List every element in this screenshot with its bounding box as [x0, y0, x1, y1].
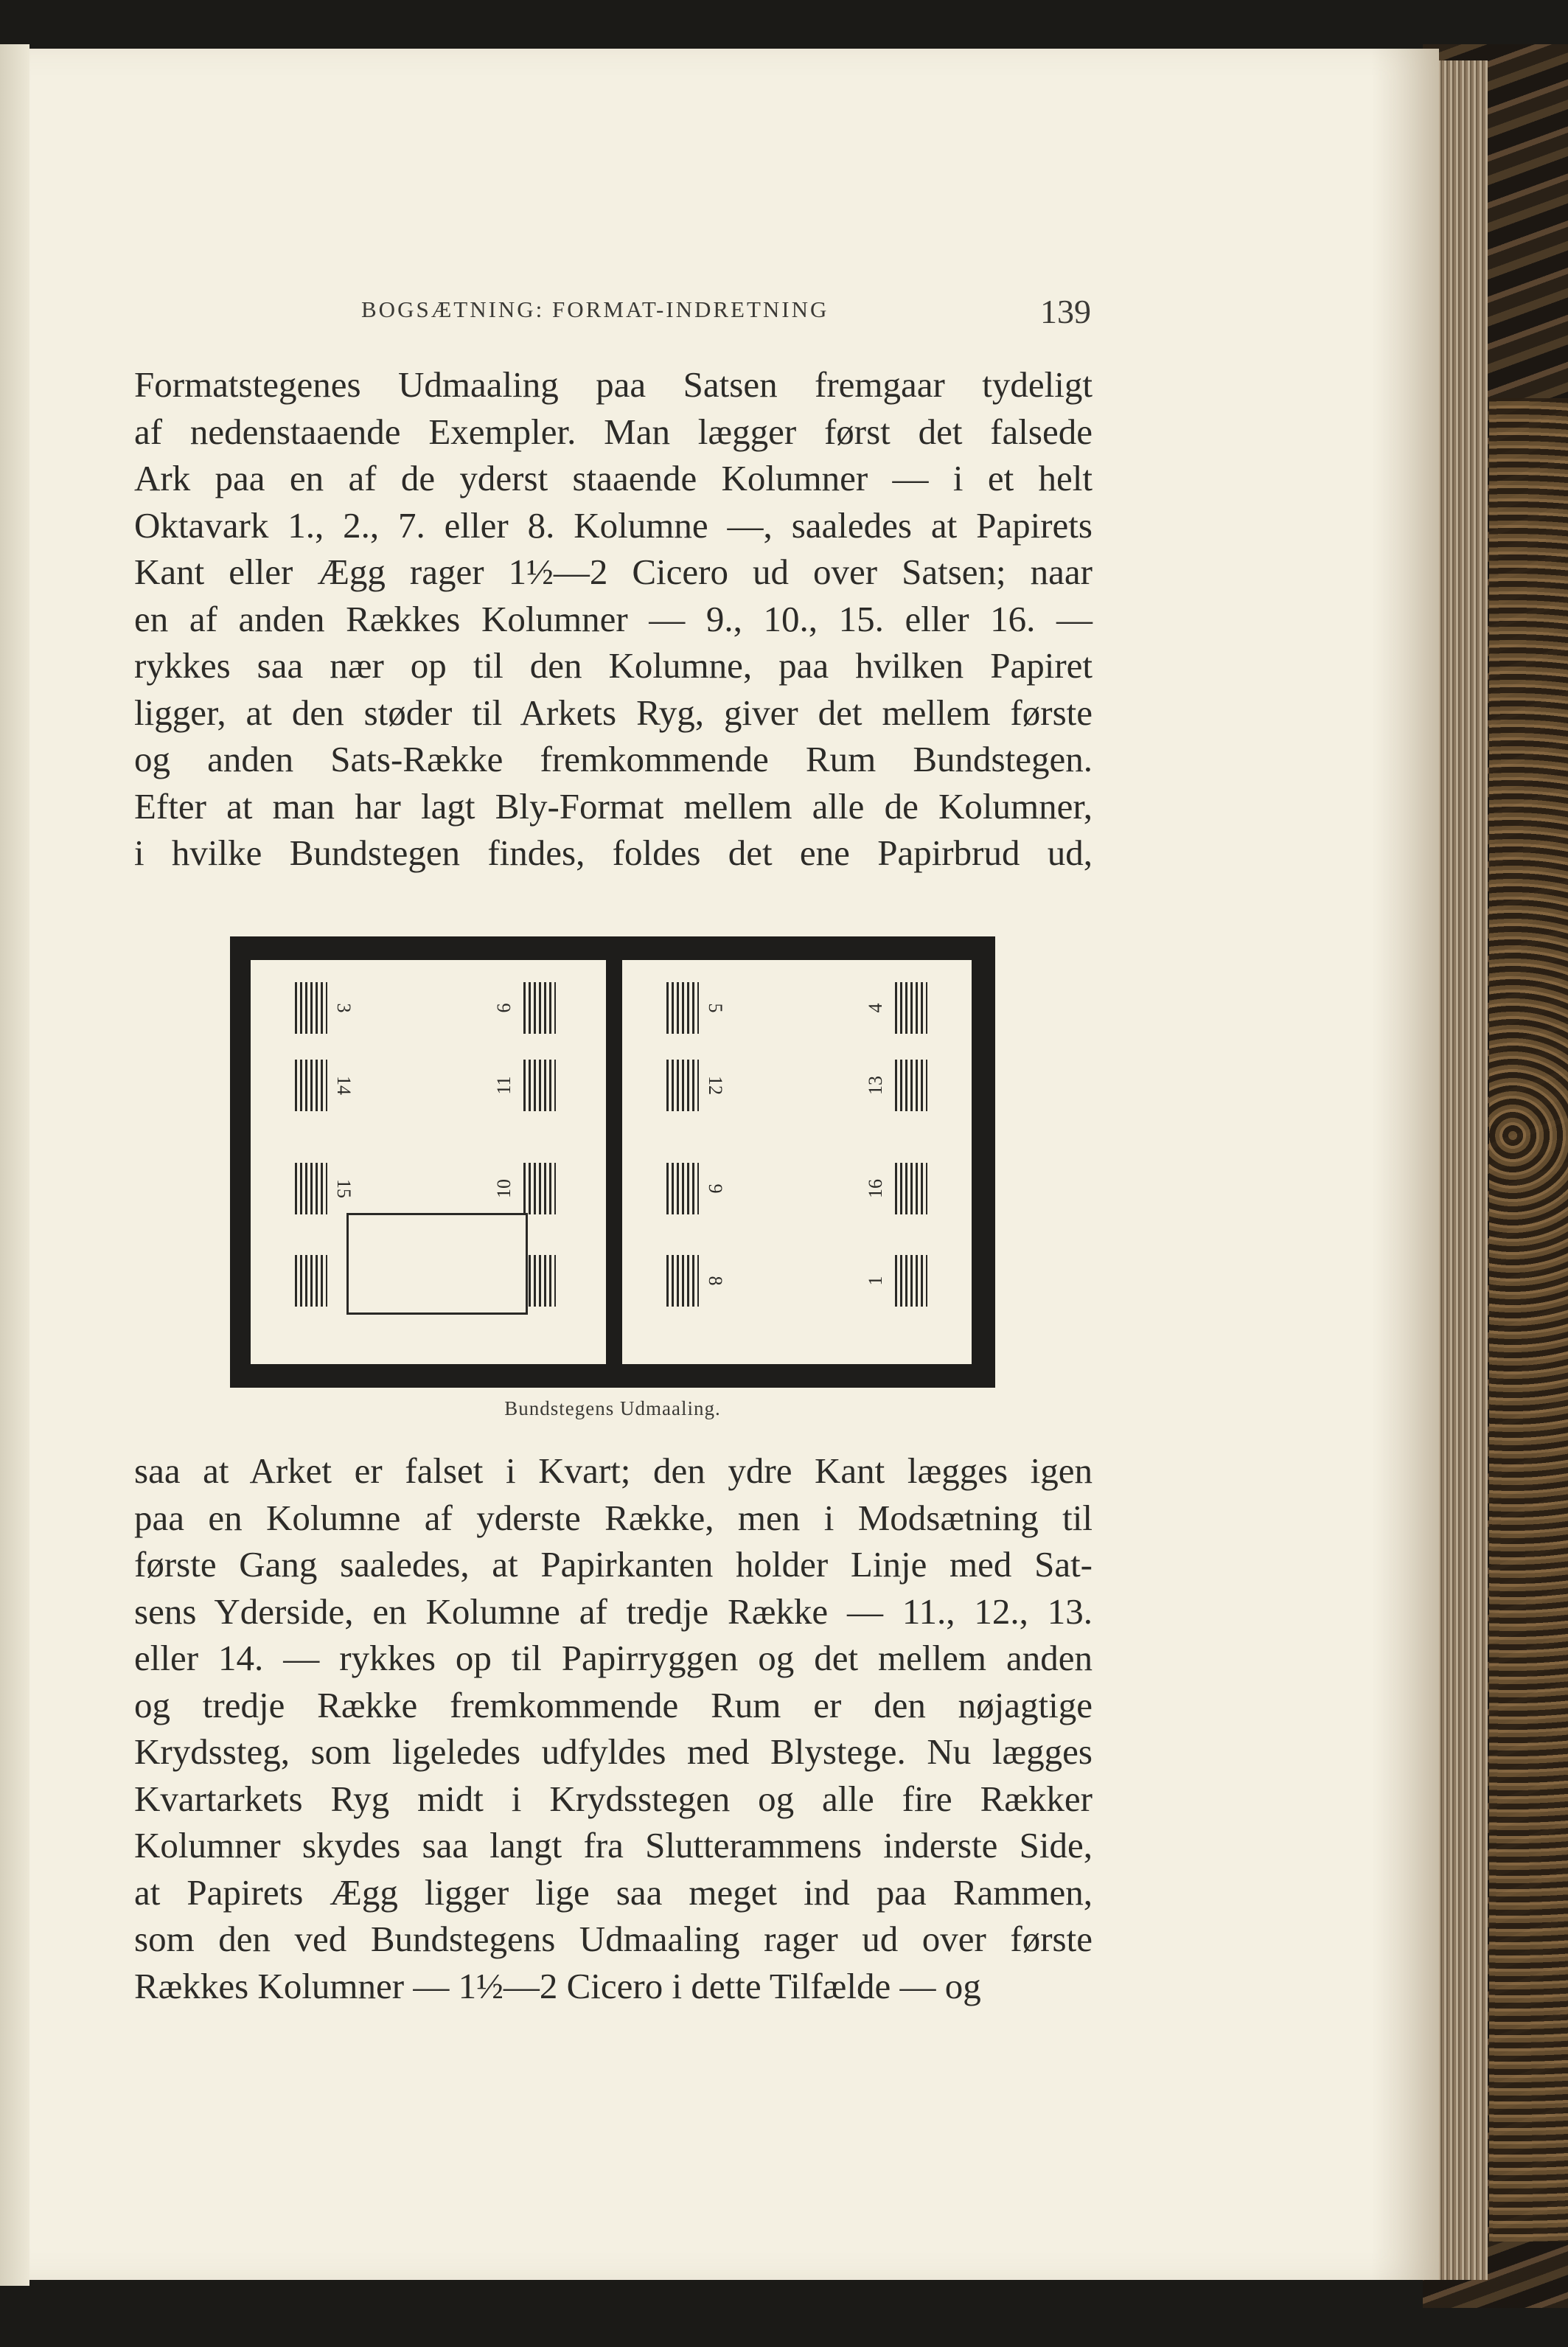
- page-shadow: [1371, 49, 1439, 2280]
- text-line: Kant eller Ægg rager 1½—2 Cicero ud over Satsen; naar: [134, 552, 1093, 592]
- type-column: [666, 982, 699, 1034]
- type-column: [523, 1255, 556, 1307]
- page-stack-edges: [1436, 60, 1488, 2280]
- column-number: 15: [333, 1179, 355, 1198]
- column-number: 11: [493, 1076, 515, 1095]
- folded-sheet-outline: [346, 1213, 528, 1315]
- text-line: Krydssteg, som ligeledes udfyldes med Blystege. Nu lægges: [134, 1731, 1093, 1772]
- type-lines: [666, 1255, 699, 1307]
- text-line: Ark paa en af de yderst staaende Kolumner — i et helt: [134, 458, 1093, 498]
- paragraph-1: [134, 361, 1093, 877]
- paragraph-2: [134, 1447, 1093, 2009]
- type-lines: [295, 1060, 327, 1111]
- column-number: 10: [493, 1179, 515, 1198]
- text-line: sens Yderside, en Kolumne af tredje Række — 11., 12., 13.: [134, 1590, 1093, 1632]
- type-column: [295, 1163, 327, 1214]
- type-lines: [295, 1255, 327, 1307]
- type-lines: [295, 982, 327, 1034]
- imposition-figure: [230, 936, 995, 1419]
- column-number: 1: [865, 1276, 886, 1286]
- text-line: saa at Arket er falset i Kvart; den ydre Kant lægges igen: [134, 1450, 1093, 1491]
- column-number: 3: [333, 1003, 355, 1013]
- type-column: [895, 1255, 927, 1307]
- column-number: 4: [865, 1003, 886, 1013]
- column-number: 13: [865, 1076, 886, 1095]
- type-lines: [895, 1163, 927, 1214]
- type-column: [666, 1255, 699, 1307]
- type-lines: [523, 1060, 556, 1111]
- column-number: 12: [705, 1076, 726, 1095]
- text-line: første Gang saaledes, at Papirkanten holder Linje med Sat-: [134, 1544, 1093, 1585]
- text-line: Oktavark 1., 2., 7. eller 8. Kolumne —, saaledes at Papirets: [134, 504, 1093, 546]
- text-line: paa en Kolumne af yderste Række, men i Modsætning til: [134, 1497, 1093, 1538]
- type-lines: [895, 982, 927, 1034]
- type-lines: [666, 982, 699, 1034]
- type-column: [666, 1163, 699, 1214]
- type-lines: [523, 982, 556, 1034]
- type-column: [523, 982, 556, 1034]
- text-line: eller 14. — rykkes op til Papirryggen og det mellem anden: [134, 1638, 1093, 1678]
- running-head: BOGSÆTNING: FORMAT-INDRETNING: [361, 296, 829, 322]
- binding-gutter: [0, 44, 29, 2286]
- type-column: [295, 1060, 327, 1111]
- column-number: 14: [333, 1076, 355, 1095]
- page-header: [361, 293, 1091, 330]
- right-panel: [622, 960, 972, 1364]
- worn-cover-texture: [1489, 398, 1568, 2242]
- type-column: [895, 1163, 927, 1214]
- text-line: Efter at man har lagt Bly-Format mellem alle de Kolumner,: [134, 785, 1093, 827]
- text-line: som den ved Bundstegens Udmaaling rager ud over første: [134, 1919, 1093, 1959]
- type-lines: [295, 1163, 327, 1214]
- figure-caption: Bundstegens Udmaaling.: [504, 1397, 721, 1419]
- text-line: rykkes saa nær op til den Kolumne, paa hvilken Papiret: [134, 645, 1093, 686]
- column-number: 9: [705, 1183, 726, 1194]
- type-lines: [523, 1255, 556, 1307]
- text-line: Kvartarkets Ryg midt i Krydsstegen og alle fire Rækker: [134, 1778, 1093, 1819]
- text-line: og anden Sats-Række fremkommende Rum Bundstegen.: [134, 739, 1093, 779]
- type-lines: [895, 1255, 927, 1307]
- type-lines: [666, 1163, 699, 1214]
- text-line: Kolumner skydes saa langt fra Slutterammens inderste Side,: [134, 1825, 1093, 1866]
- text-line: ligger, at den støder til Arkets Ryg, giver det mellem første: [134, 692, 1093, 733]
- text-line: og tredje Række fremkommende Rum er den nøjagtige: [134, 1684, 1093, 1725]
- type-lines: [895, 1060, 927, 1111]
- type-lines: [523, 1163, 556, 1214]
- type-lines: [666, 1060, 699, 1111]
- type-column: [523, 1163, 556, 1214]
- text-line: Formatstegenes Udmaaling paa Satsen fremgaar tydeligt: [134, 364, 1093, 405]
- type-column: [295, 982, 327, 1034]
- type-column: [295, 1255, 327, 1307]
- type-column: [895, 1060, 927, 1111]
- text-line: Rækkes Kolumner — 1½—2 Cicero i dette Tilfælde — og: [134, 1965, 981, 2006]
- text-line: af nedenstaaende Exempler. Man lægger først det falsede: [134, 411, 1093, 452]
- type-column: [523, 1060, 556, 1111]
- column-number: 6: [493, 1003, 515, 1013]
- type-column: [666, 1060, 699, 1111]
- text-line: at Papirets Ægg ligger lige saa meget ind paa Rammen,: [134, 1871, 1093, 1913]
- page-number: 139: [1040, 293, 1091, 330]
- text-line: i hvilke Bundstegen findes, foldes det ene Papirbrud ud,: [134, 832, 1093, 873]
- column-number: 8: [705, 1276, 726, 1286]
- type-column: [895, 982, 927, 1034]
- column-number: 5: [705, 1003, 726, 1013]
- text-line: en af anden Rækkes Kolumner — 9., 10., 15. eller 16. —: [134, 598, 1093, 639]
- column-number: 16: [865, 1179, 886, 1198]
